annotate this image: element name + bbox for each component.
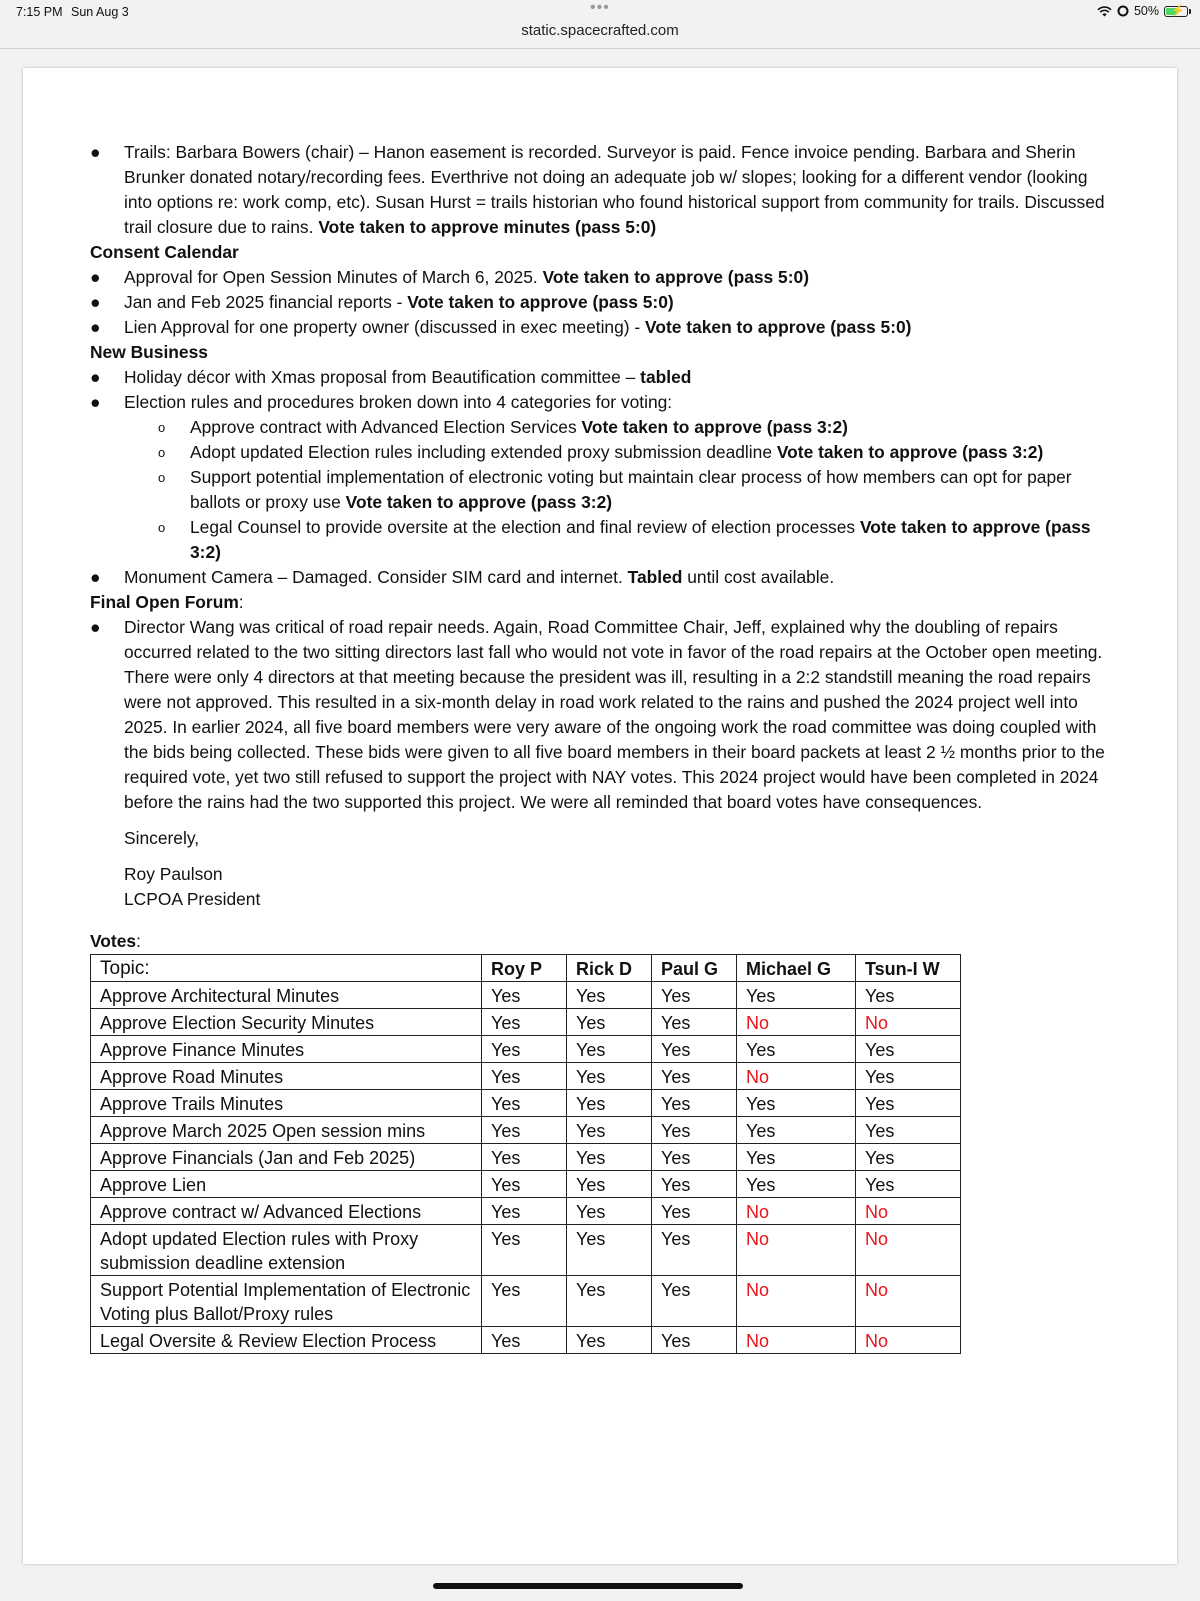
- bullet-icon: ●: [90, 567, 101, 587]
- vote-cell: No: [856, 1198, 961, 1225]
- vote-cell: Yes: [482, 1198, 567, 1225]
- votes-colon: :: [136, 931, 141, 951]
- vote-cell: Yes: [482, 1063, 567, 1090]
- tab-options-icon[interactable]: •••: [590, 0, 610, 16]
- vote-cell: No: [856, 1276, 961, 1327]
- bullet-icon: ●: [90, 142, 101, 162]
- vote-cell: Yes: [482, 1144, 567, 1171]
- item-text: Approval for Open Session Minutes of March 6, 2025.: [124, 267, 538, 287]
- document-body: [90, 140, 1110, 1354]
- bullet-icon: ●: [90, 267, 101, 287]
- list-item: [90, 565, 1110, 590]
- table-row: [91, 1171, 961, 1198]
- vote-cell: Yes: [482, 1090, 567, 1117]
- topic-cell: Approve Lien: [91, 1171, 482, 1198]
- vote-cell: No: [737, 1327, 856, 1354]
- vote-cell: Yes: [737, 1036, 856, 1063]
- table-row: [91, 1063, 961, 1090]
- item-vote: Vote taken to approve (pass 5:0): [645, 317, 912, 337]
- circle-bullet-icon: o: [158, 520, 166, 535]
- vote-cell: Yes: [737, 1117, 856, 1144]
- vote-cell: Yes: [737, 1144, 856, 1171]
- topic-cell: Approve Architectural Minutes: [91, 982, 482, 1009]
- open-forum-heading: Final Open Forum: [90, 592, 239, 612]
- item-vote: Vote taken to approve (pass 3:2): [345, 492, 613, 512]
- table-row: [91, 1117, 961, 1144]
- vote-cell: Yes: [652, 982, 737, 1009]
- circle-bullet-icon: o: [158, 420, 166, 435]
- trails-vote: Vote taken to approve minutes (pass 5:0): [318, 217, 657, 237]
- header-voter: Rick D: [567, 955, 652, 982]
- vote-cell: Yes: [567, 1144, 652, 1171]
- address-bar[interactable]: static.spacecrafted.com: [521, 22, 679, 39]
- item-vote: tabled: [640, 367, 692, 387]
- vote-cell: Yes: [482, 1225, 567, 1276]
- vote-cell: Yes: [567, 1276, 652, 1327]
- vote-cell: Yes: [652, 1144, 737, 1171]
- vote-cell: Yes: [652, 1171, 737, 1198]
- item-text: Approve contract with Advanced Election Services: [190, 417, 577, 437]
- open-forum-item: [90, 615, 1110, 815]
- vote-cell: Yes: [482, 1036, 567, 1063]
- vote-cell: Yes: [737, 982, 856, 1009]
- vote-cell: Yes: [482, 982, 567, 1009]
- vote-cell: Yes: [856, 1063, 961, 1090]
- circle-bullet-icon: o: [158, 470, 166, 485]
- sub-list-item: [90, 465, 1110, 515]
- topic-cell: Adopt updated Election rules with Proxy submission deadline extension: [91, 1225, 482, 1276]
- circle-bullet-icon: o: [158, 445, 166, 460]
- topic-cell: Approve Trails Minutes: [91, 1090, 482, 1117]
- vote-cell: Yes: [482, 1276, 567, 1327]
- table-row: [91, 1009, 961, 1036]
- sub-list-item: [90, 415, 1110, 440]
- vote-cell: No: [737, 1009, 856, 1036]
- item-text: Holiday décor with Xmas proposal from Beautification committee –: [124, 367, 636, 387]
- topic-cell: Support Potential Implementation of Electronic Voting plus Ballot/Proxy rules: [91, 1276, 482, 1327]
- list-item: [90, 290, 1110, 315]
- item-text: Election rules and procedures broken down into 4 categories for voting:: [124, 392, 673, 412]
- topic-cell: Approve March 2025 Open session mins: [91, 1117, 482, 1144]
- signer-name: Roy Paulson: [124, 864, 223, 884]
- vote-cell: Yes: [567, 1327, 652, 1354]
- item-text: Monument Camera – Damaged. Consider SIM card and internet.: [124, 567, 623, 587]
- vote-cell: Yes: [567, 1009, 652, 1036]
- topic-cell: Approve Finance Minutes: [91, 1036, 482, 1063]
- vote-cell: Yes: [652, 1090, 737, 1117]
- consent-calendar-heading: Consent Calendar: [90, 242, 239, 262]
- table-header-row: [91, 955, 961, 982]
- table-row: [91, 1276, 961, 1327]
- vote-cell: Yes: [482, 1327, 567, 1354]
- vote-cell: Yes: [567, 1090, 652, 1117]
- votes-label: Votes: [90, 931, 137, 951]
- vote-cell: No: [737, 1063, 856, 1090]
- list-item: [90, 315, 1110, 340]
- header-voter: Roy P: [482, 955, 567, 982]
- list-item: [90, 390, 1110, 415]
- vote-cell: Yes: [652, 1117, 737, 1144]
- battery-icon: ⚡: [1164, 6, 1188, 17]
- vote-cell: Yes: [652, 1327, 737, 1354]
- table-row: [91, 1036, 961, 1063]
- votes-label-line: [90, 929, 1110, 954]
- open-forum-colon: :: [238, 592, 244, 612]
- table-row: [91, 1327, 961, 1354]
- table-row: [91, 982, 961, 1009]
- table-row: [91, 1144, 961, 1171]
- topic-cell: Approve Financials (Jan and Feb 2025): [91, 1144, 482, 1171]
- item-vote: Vote taken to approve (pass 3:2): [581, 417, 848, 437]
- trails-text: Trails: Barbara Bowers (chair) – Hanon easement is recorded. Surveyor is paid. Fence invoice pending. Barbara and Sherin Brunker donated notary/recording fees. Everthrive not doing an adequate job w/ slopes; looking for a different vendor (looking into options re: work comp, etc). Susan Hurst = trails historian who found historical support from community for trails. Discussed trail closure due to rains.: [124, 142, 1105, 237]
- vote-cell: No: [737, 1198, 856, 1225]
- signer-title: LCPOA President: [124, 889, 261, 909]
- item-vote: Vote taken to approve (pass 3:2): [190, 517, 1091, 562]
- vote-cell: Yes: [567, 982, 652, 1009]
- bullet-icon: ●: [90, 617, 101, 637]
- bullet-icon: ●: [90, 317, 101, 337]
- home-indicator[interactable]: [433, 1583, 743, 1589]
- vote-cell: Yes: [737, 1090, 856, 1117]
- vote-cell: Yes: [856, 1171, 961, 1198]
- item-suffix: until cost available.: [687, 567, 835, 587]
- vote-cell: Yes: [652, 1198, 737, 1225]
- header-topic: Topic:: [91, 955, 482, 982]
- open-forum-heading-line: [90, 590, 1110, 615]
- vote-cell: Yes: [737, 1171, 856, 1198]
- header-voter: Michael G: [737, 955, 856, 982]
- new-business-heading: New Business: [90, 342, 208, 362]
- vote-cell: Yes: [482, 1117, 567, 1144]
- list-item: [90, 365, 1110, 390]
- vote-cell: Yes: [652, 1276, 737, 1327]
- vote-cell: Yes: [567, 1117, 652, 1144]
- bullet-icon: ●: [90, 292, 101, 312]
- item-text: Lien Approval for one property owner (discussed in exec meeting) -: [124, 317, 641, 337]
- bullet-icon: ●: [90, 367, 101, 387]
- item-vote: Vote taken to approve (pass 5:0): [407, 292, 674, 312]
- status-date: Sun Aug 3: [71, 5, 129, 19]
- item-text: Jan and Feb 2025 financial reports -: [124, 292, 403, 312]
- vote-cell: Yes: [856, 1117, 961, 1144]
- topic-cell: Legal Oversite & Review Election Process: [91, 1327, 482, 1354]
- table-row: [91, 1090, 961, 1117]
- topic-cell: Approve Road Minutes: [91, 1063, 482, 1090]
- vote-cell: Yes: [567, 1063, 652, 1090]
- closing-salutation: Sincerely,: [124, 828, 200, 848]
- votes-table: [90, 954, 961, 1354]
- vote-cell: Yes: [856, 1144, 961, 1171]
- vote-cell: No: [737, 1276, 856, 1327]
- vote-cell: Yes: [482, 1009, 567, 1036]
- header-voter: Tsun-I W: [856, 955, 961, 982]
- status-time: 7:15 PM: [16, 5, 63, 19]
- wifi-icon: [1097, 6, 1112, 17]
- list-item: [90, 265, 1110, 290]
- toolbar-divider: [0, 48, 1200, 49]
- item-vote: Vote taken to approve (pass 5:0): [542, 267, 809, 287]
- table-row: [91, 1198, 961, 1225]
- focus-icon: [1117, 5, 1129, 17]
- sub-list-item: [90, 515, 1110, 565]
- item-text: Adopt updated Election rules including extended proxy submission deadline: [190, 442, 773, 462]
- open-forum-text: Director Wang was critical of road repair needs. Again, Road Committee Chair, Jeff, explained why the doubling of repairs occurred related to the two sitting directors last fall who would not vote in favor of the road repairs at the October open meeting. There were only 4 directors at that meeting because the president was ill, resulting in a 2:2 standstill meaning the road repairs were not approved. This resulted in a six-month delay in road work related to the rains and pushed the 2024 project well into 2025. In earlier 2024, all five board members were very aware of the ongoing work the road committee was doing coupled with the bids being collected. These bids were given to all five board members in their board packets at least 2 ½ months prior to the required vote, yet two still refused to support the project with NAY votes. This 2024 project would have been completed in 2024 before the rains had the two supported this project. We were all reminded that board votes have consequences.: [124, 617, 1105, 812]
- vote-cell: Yes: [567, 1198, 652, 1225]
- vote-cell: Yes: [567, 1225, 652, 1276]
- sub-list-item: [90, 440, 1110, 465]
- topic-cell: Approve contract w/ Advanced Elections: [91, 1198, 482, 1225]
- bullet-icon: ●: [90, 392, 101, 412]
- table-row: [91, 1225, 961, 1276]
- vote-cell: Yes: [856, 1090, 961, 1117]
- vote-cell: Yes: [652, 1036, 737, 1063]
- vote-cell: Yes: [482, 1171, 567, 1198]
- battery-percent: 50%: [1133, 4, 1159, 18]
- vote-cell: No: [856, 1225, 961, 1276]
- vote-cell: No: [856, 1327, 961, 1354]
- trails-item: [90, 140, 1110, 240]
- item-text: Support potential implementation of electronic voting but maintain clear process of how members can opt for paper ballots or proxy use: [190, 467, 1072, 512]
- vote-cell: Yes: [652, 1063, 737, 1090]
- vote-cell: Yes: [567, 1036, 652, 1063]
- status-indicators: [1097, 4, 1188, 18]
- vote-cell: Yes: [652, 1225, 737, 1276]
- item-text: Legal Counsel to provide oversite at the election and final review of election processes: [190, 517, 856, 537]
- vote-cell: No: [856, 1009, 961, 1036]
- vote-cell: Yes: [567, 1171, 652, 1198]
- item-vote: Tabled: [627, 567, 683, 587]
- vote-cell: Yes: [652, 1009, 737, 1036]
- header-voter: Paul G: [652, 955, 737, 982]
- item-vote: Vote taken to approve (pass 3:2): [776, 442, 1044, 462]
- topic-cell: Approve Election Security Minutes: [91, 1009, 482, 1036]
- vote-cell: Yes: [856, 1036, 961, 1063]
- vote-cell: Yes: [856, 982, 961, 1009]
- vote-cell: No: [737, 1225, 856, 1276]
